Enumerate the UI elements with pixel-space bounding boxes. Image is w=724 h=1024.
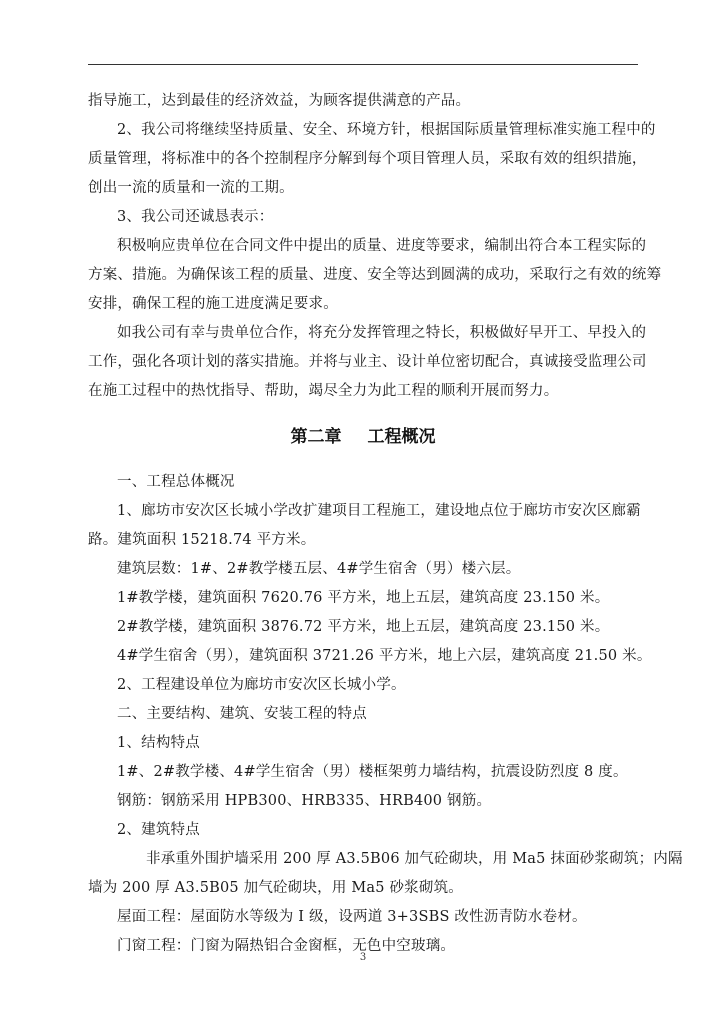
chapter-number: 第二章 bbox=[290, 427, 342, 447]
paragraph-line: 如我公司有幸与贵单位合作，将充分发挥管理之特长，积极做好早开工、早投入的 bbox=[117, 325, 647, 341]
paragraph-line: 非承重外围护墙采用 200 厚 A3.5B06 加气砼砌块，用 Ma5 抹面砂浆砌筑；内隔 bbox=[146, 851, 683, 867]
paragraph-line: 门窗工程：门窗为隔热铝合金窗框，无色中空玻璃。 bbox=[117, 938, 456, 954]
paragraph-line: 2、我公司将继续坚持质量、安全、环境方针，根据国际质量管理标准实施工程中的 bbox=[117, 122, 656, 138]
paragraph-line: 工作，强化各项计划的落实措施。并将与业主、设计单位密切配合，真诚接受监理公司 bbox=[88, 354, 647, 370]
paragraph-line: 2、工程建设单位为廊坊市安次区长城小学。 bbox=[117, 677, 406, 693]
paragraph-line: 建筑层数：1#、2#教学楼五层、4#学生宿舍（男）楼六层。 bbox=[117, 561, 521, 577]
subsection-heading: 2、建筑特点 bbox=[117, 822, 200, 838]
chapter-heading bbox=[88, 426, 638, 448]
paragraph-line: 屋面工程：屋面防水等级为 I 级，设两道 3+3SBS 改性沥青防水卷材。 bbox=[117, 909, 587, 925]
paragraph-line: 方案、措施。为确保该工程的质量、进度、安全等达到圆满的成功，采取行之有效的统筹 bbox=[88, 267, 662, 283]
chapter-title: 工程概况 bbox=[367, 427, 436, 447]
page-number: 3 bbox=[359, 952, 367, 963]
paragraph-line: 1#、2#教学楼、4#学生宿舍（男）楼框架剪力墙结构，抗震设防烈度 8 度。 bbox=[117, 764, 628, 780]
paragraph-line: 质量管理，将标准中的各个控制程序分解到每个项目管理人员，采取有效的组织措施， bbox=[88, 151, 647, 167]
paragraph-line: 2#教学楼，建筑面积 3876.72 平方米，地上五层，建筑高度 23.150 米。 bbox=[117, 619, 610, 635]
paragraph-line: 指导施工，达到最佳的经济效益，为顾客提供满意的产品。 bbox=[88, 93, 471, 109]
paragraph-line: 1、廊坊市安次区长城小学改扩建项目工程施工，建设地点位于廊坊市安次区廊霸 bbox=[117, 503, 641, 519]
paragraph-line: 路。建筑面积 15218.74 平方米。 bbox=[88, 532, 316, 548]
header-rule bbox=[88, 64, 638, 65]
section-heading: 一、工程总体概况 bbox=[117, 474, 235, 490]
paragraph-line: 创出一流的质量和一流的工期。 bbox=[88, 180, 294, 196]
section-heading: 二、主要结构、建筑、安装工程的特点 bbox=[117, 706, 367, 722]
paragraph-line: 在施工过程中的热忱指导、帮助，竭尽全力为此工程的顺利开展而努力。 bbox=[88, 383, 559, 399]
subsection-heading: 1、结构特点 bbox=[117, 735, 200, 751]
paragraph-line: 钢筋：钢筋采用 HPB300、HRB335、HRB400 钢筋。 bbox=[117, 793, 492, 809]
paragraph-line: 1#教学楼，建筑面积 7620.76 平方米，地上五层，建筑高度 23.150 米。 bbox=[117, 590, 610, 606]
paragraph-line: 3、我公司还诚恳表示： bbox=[117, 209, 274, 225]
paragraph-line: 4#学生宿舍（男），建筑面积 3721.26 平方米，地上六层，建筑高度 21.50 米。 bbox=[117, 648, 652, 664]
paragraph-line: 积极响应贵单位在合同文件中提出的质量、进度等要求，编制出符合本工程实际的 bbox=[117, 238, 647, 254]
paragraph-line: 墙为 200 厚 A3.5B05 加气砼砌块，用 Ma5 砂浆砌筑。 bbox=[88, 880, 463, 896]
paragraph-line: 安排，确保工程的施工进度满足要求。 bbox=[88, 296, 338, 312]
